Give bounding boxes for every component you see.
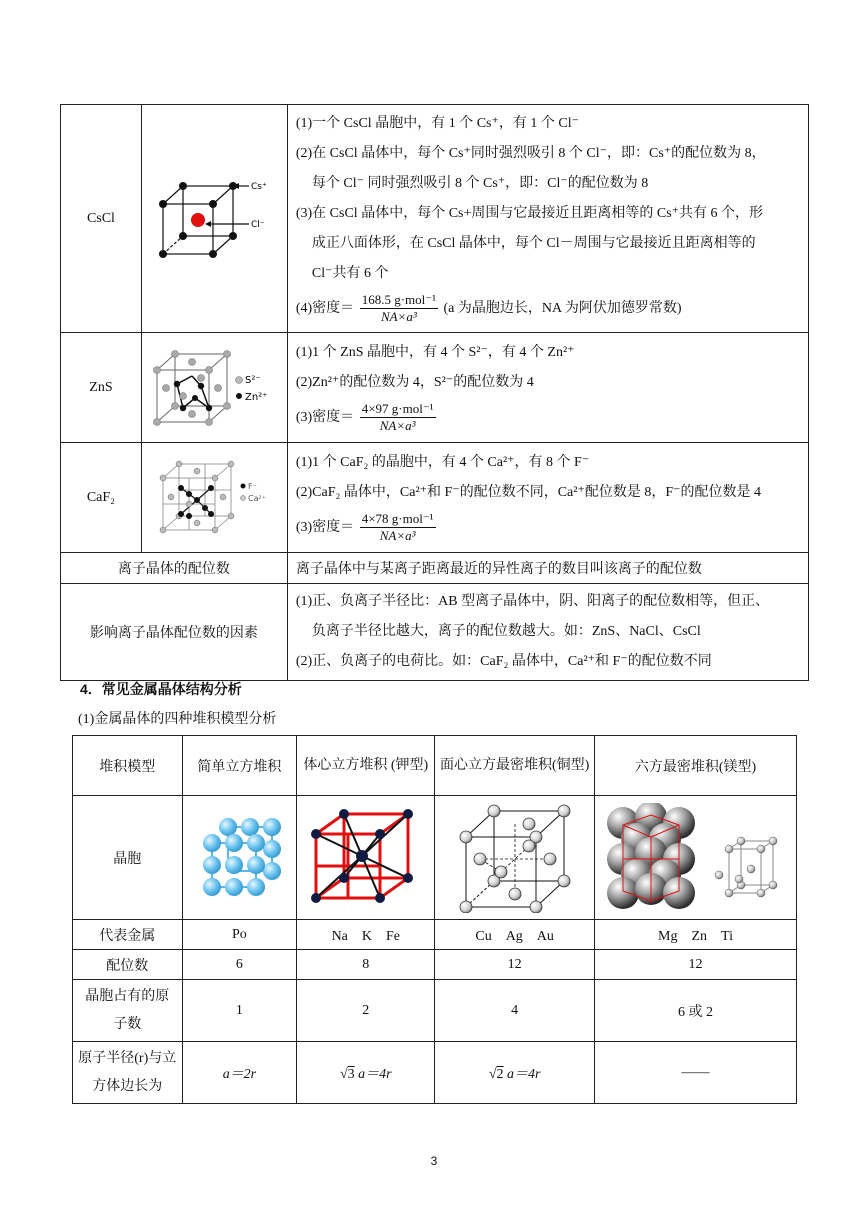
factors-line-3: (2)正、负离子的电荷比。如：CaF₂ 晶体中，Ca²⁺和 F⁻的配位数不同 [295,654,712,669]
sqrt-radicand: 2 [496,1066,504,1082]
table-row [73,950,797,980]
zns-density [296,398,800,438]
caf2-description [287,443,808,553]
table-cell: 1 [182,980,297,1042]
table-row [73,796,797,920]
formula-text: a＝4r [507,1066,541,1082]
table-row [73,980,797,1042]
cscl-line-5: 成正八面体形，在 CsCl 晶体中，每个 Cl－周围与它最接近且距离相等的 [311,235,756,251]
factors-line-1: (1)正、负离子半径比：AB 型离子晶体中，阴、阳离子的配位数相等，但正、 [295,594,770,609]
cscl-line-6: Cl⁻共有 6 个 [311,265,389,281]
coord-label: 离子晶体的配位数 [61,553,288,584]
zns-density-denominator: NA×a³ [379,417,416,433]
header-cell: 堆积模型 [73,736,183,796]
sqrt-symbol: √2 [488,1066,504,1082]
cscl-cl-label: Cl⁻ [251,219,265,230]
table-row [61,553,809,584]
table-row [73,1042,797,1104]
cscl-density-numerator: 168.5 g·mol⁻¹ [361,291,436,307]
zns-cell-figure [141,333,287,443]
table-row [73,920,797,950]
zns-line-1: (1)1 个 ZnS 晶胞中，有 4 个 S²⁻，有 4 个 Zn²⁺ [295,344,575,360]
cscl-cs-label: Cs⁺ [251,181,268,192]
table-cell: 12 [595,950,797,980]
row-label: 原子半径(r)与立方体边长为 [73,1042,183,1104]
zns-density-numerator: 4×97 g·mol⁻¹ [361,400,434,416]
table-cell: a＝2r [182,1042,297,1104]
sqrt-radicand: 3 [347,1066,355,1082]
table-cell: 8 [297,950,435,980]
fcc-figure [435,796,595,920]
table-cell: Po [182,920,297,950]
caf2-density-fraction [360,511,436,544]
zns-description [287,333,808,443]
caf2-density-numerator: 4×78 g·mol⁻¹ [361,510,434,526]
cscl-density-fraction [360,292,438,325]
section-heading: 4．常见金属晶体结构分析 [80,681,242,697]
sub-heading: (1)金属晶体的四种堆积模型分析 [78,712,277,727]
row-label: 晶胞占有的原子数 [73,980,183,1042]
caf2-line-1: (1)1 个 CaF₂ 的晶胞中，有 4 个 Ca²⁺，有 8 个 F⁻ [295,454,590,470]
table-row [61,584,809,681]
hcp-figure [595,796,797,920]
cscl-density-note: (a 为晶胞边长，NA 为阿伏加德罗常数) [443,300,682,316]
cscl-density [296,289,800,329]
table-cell: —— [595,1042,797,1104]
caf2-unit-cell-image [149,458,279,538]
unit-cell-label: 晶胞 [73,796,183,920]
table-header-row [73,736,797,796]
cscl-unit-cell-image [149,174,279,264]
zns-s-label: S²⁻ [245,374,262,386]
cscl-density-prefix: (4)密度＝ [295,300,355,316]
table-cell: Mg Zn Ti [595,920,797,950]
zns-density-fraction [360,401,436,434]
factors-line-2: 负离子半径比越大，离子的配位数越大。如：ZnS、NaCl、CsCl [311,624,701,639]
fcc-image [450,803,580,913]
coord-text: 离子晶体中与某离子距离最近的异性离子的数目叫该离子的配位数 [287,553,808,584]
table-row [61,443,809,553]
crystal-name-cscl: CsCl [61,105,142,333]
bcc-image [306,808,426,908]
header-cell: 六方最密堆积(镁型) [595,736,797,796]
caf2-ca-label: Ca²⁺ [248,493,267,503]
row-label: 代表金属 [73,920,183,950]
caf2-cell-figure [141,443,287,553]
table-row [61,333,809,443]
hcp-image [601,803,791,913]
table-cell: Na K Fe [297,920,435,950]
table-row [61,105,809,333]
cscl-line-2: (2)在 CsCl 晶体中，每个 Cs⁺同时强烈吸引 8 个 Cl⁻，即：Cs⁺的配位数为 8， [295,145,766,161]
caf2-density [296,508,800,548]
factors-text [287,584,808,681]
header-cell: 简单立方堆积 [182,736,297,796]
cscl-line-4: (3)在 CsCl 晶体中，每个 Cs+周围与它最接近且距离相等的 Cs⁺共有 6 个，形 [295,205,764,221]
zns-line-2: (2)Zn²⁺的配位数为 4，S²⁻的配位数为 4 [295,374,534,390]
cscl-line-1: (1)一个 CsCl 晶胞中，有 1 个 Cs⁺，有 1 个 Cl⁻ [295,115,579,131]
caf2-line-2: (2)CaF₂ 晶体中，Ca²⁺和 F⁻的配位数不同，Ca²⁺配位数是 8，F⁻的配位数是 4 [295,484,762,500]
bcc-figure [297,796,435,920]
crystal-name-zns: ZnS [61,333,142,443]
table-cell [435,1042,595,1104]
metal-table [72,735,797,1104]
table-cell: Cu Ag Au [435,920,595,950]
page-number: 3 [430,1154,438,1168]
ionic-table [60,104,809,681]
header-cell: 面心立方最密堆积(铜型) [435,736,595,796]
table-cell [297,1042,435,1104]
table-cell: 6 [182,950,297,980]
header-cell: 体心立方堆积 (钾型) [297,736,435,796]
row-label: 配位数 [73,950,183,980]
simple-cubic-figure [182,796,297,920]
sqrt-symbol: √3 [339,1066,355,1082]
caf2-density-prefix: (3)密度＝ [295,519,355,535]
caf2-f-label: F⁻ [248,481,258,491]
table-cell: 6 或 2 [595,980,797,1042]
zns-zn-label: Zn²⁺ [245,391,268,403]
cscl-line-3: 每个 Cl⁻ 同时强烈吸引 8 个 Cs⁺，即：Cl⁻的配位数为 8 [311,175,649,191]
formula-text: a＝4r [358,1066,392,1082]
caf2-density-denominator: NA×a³ [379,527,416,543]
table-cell: 12 [435,950,595,980]
zns-unit-cell-image [149,348,279,428]
cscl-description [287,105,808,333]
factors-label: 影响离子晶体配位数的因素 [61,584,288,681]
cscl-density-denominator: NA×a³ [380,308,417,324]
table-cell: 4 [435,980,595,1042]
zns-density-prefix: (3)密度＝ [295,409,355,425]
crystal-name-caf2: CaF₂ [61,443,142,553]
simple-cubic-image [194,813,284,903]
cscl-cell-figure [141,105,287,333]
table-cell: 2 [297,980,435,1042]
